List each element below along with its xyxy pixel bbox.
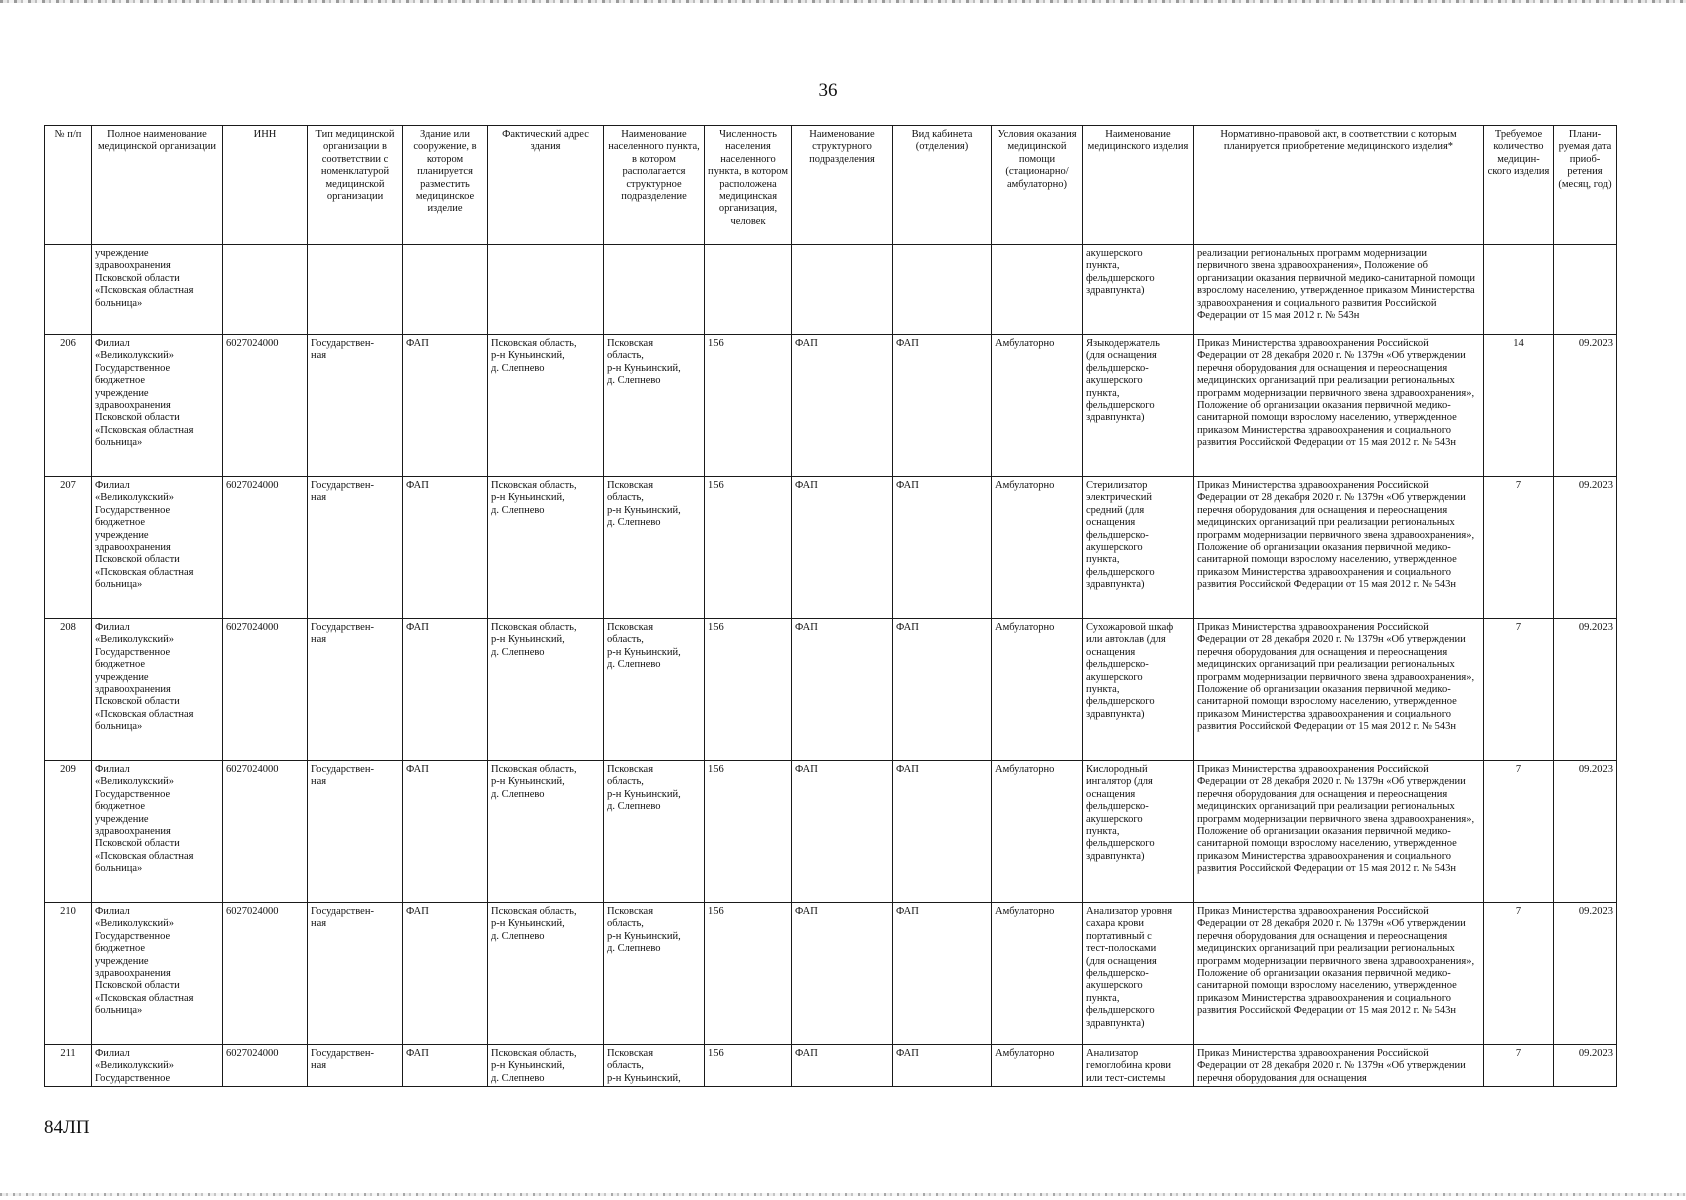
table-cell-inn: 6027024000 bbox=[223, 619, 308, 761]
header-cell: ИНН bbox=[223, 126, 308, 245]
table-cell-device: Сухожаровой шкаф или автоклав (для оснащения фельдшерско- акушерского пункта, фельдшерского здравпункта) bbox=[1083, 619, 1194, 761]
table-cell bbox=[488, 245, 604, 335]
table-cell-inn: 6027024000 bbox=[223, 1045, 308, 1087]
table-cell bbox=[403, 245, 488, 335]
table-cell-conditions: Амбулаторно bbox=[992, 1045, 1083, 1087]
table-cell bbox=[223, 245, 308, 335]
table-cell-org: учреждение здравоохранения Псковской области «Псковская областная больница» bbox=[92, 245, 223, 335]
table-cell-unit: ФАП bbox=[792, 761, 893, 903]
table-cell-unit: ФАП bbox=[792, 1045, 893, 1087]
table-cell-type: Государствен- ная bbox=[308, 619, 403, 761]
table-row bbox=[45, 619, 1617, 761]
header-cell: Нормативно-правовой акт, в соответствии с которым планируется приобретение медицинского изделия* bbox=[1194, 126, 1484, 245]
scan-edge-top bbox=[0, 0, 1686, 3]
table-cell-conditions: Амбулаторно bbox=[992, 477, 1083, 619]
table-cell-building: ФАП bbox=[403, 335, 488, 477]
table-cell-device: Языкодержатель (для оснащения фельдшерско- акушерского пункта, фельдшерского здравпункта) bbox=[1083, 335, 1194, 477]
table-cell-building: ФАП bbox=[403, 619, 488, 761]
header-cell: Плани-руемая дата приоб-ретения (месяц, год) bbox=[1554, 126, 1617, 245]
header-cell: Требуемое количество медицин-ского изделия bbox=[1484, 126, 1554, 245]
table-cell-building: ФАП bbox=[403, 477, 488, 619]
table-cell-date: 09.2023 bbox=[1554, 903, 1617, 1045]
scan-edge-bottom bbox=[0, 1193, 1686, 1196]
table-cell-settlement: Псковская область, р-н Куньинский, д. Слепнево bbox=[604, 761, 705, 903]
table-cell-building: ФАП bbox=[403, 903, 488, 1045]
table-cell-org: Филиал «Великолукский» Государственное bbox=[92, 1045, 223, 1087]
table-cell bbox=[1484, 245, 1554, 335]
table-cell bbox=[792, 245, 893, 335]
table-cell bbox=[308, 245, 403, 335]
table-cell-qty: 7 bbox=[1484, 619, 1554, 761]
table-cell-device: Анализатор уровня сахара крови портативный с тест-полосками (для оснащения фельдшерско- акушерского пункта, фельдшерского здравпункта) bbox=[1083, 903, 1194, 1045]
table-cell-device: Стерилизатор электрический средний (для оснащения фельдшерско- акушерского пункта, фельдшерского здравпункта) bbox=[1083, 477, 1194, 619]
table-row bbox=[45, 903, 1617, 1045]
table-cell-type: Государствен- ная bbox=[308, 335, 403, 477]
table-cell-population: 156 bbox=[705, 903, 792, 1045]
table-cell bbox=[45, 245, 92, 335]
header-cell: Наименование медицинского изделия bbox=[1083, 126, 1194, 245]
table-cell-act: Приказ Министерства здравоохранения Российской Федерации от 28 декабря 2020 г. № 1379н «Об утверждении перечня оборудования для оснащения и переоснащения медицинских организаций при реализации региональных программ модернизации первичного звена здравоохранения», Положение об организации оказания первичной медико-санитарной помощи взрослому населению, утвержденное приказом Министерства здравоохранения и социального развития Российской Федерации от 15 мая 2012 г. № 543н bbox=[1194, 619, 1484, 761]
table-cell-address: Псковская область, р-н Куньинский, д. Слепнево bbox=[488, 761, 604, 903]
table-cell bbox=[705, 245, 792, 335]
table-cell-qty: 7 bbox=[1484, 903, 1554, 1045]
header-cell: Наименование структурного подразделения bbox=[792, 126, 893, 245]
table-cell-conditions: Амбулаторно bbox=[992, 761, 1083, 903]
table-cell-qty: 14 bbox=[1484, 335, 1554, 477]
table-cell-act: Приказ Министерства здравоохранения Российской Федерации от 28 декабря 2020 г. № 1379н «Об утверждении перечня оборудования для оснащения и переоснащения медицинских организаций при реализации региональных программ модернизации первичного звена здравоохранения», Положение об организации оказания первичной медико-санитарной помощи взрослому населению, утвержденное приказом Министерства здравоохранения и социального развития Российской Федерации от 15 мая 2012 г. № 543н bbox=[1194, 477, 1484, 619]
table-cell-settlement: Псковская область, р-н Куньинский, д. Слепнево bbox=[604, 903, 705, 1045]
table-row-continuation bbox=[45, 245, 1617, 335]
table-cell-cabinet: ФАП bbox=[893, 761, 992, 903]
table-cell-type: Государствен- ная bbox=[308, 1045, 403, 1087]
table-cell bbox=[1554, 245, 1617, 335]
table-cell-num: 208 bbox=[45, 619, 92, 761]
table-cell-inn: 6027024000 bbox=[223, 761, 308, 903]
table-cell-qty: 7 bbox=[1484, 477, 1554, 619]
table-cell-act: реализации региональных программ модернизации первичного звена здравоохранения», Положение об организации оказания первичной медико-санитарной помощи взрослому населению, утвержденное приказом Министерства здравоохранения и социального развития Российской Федерации от 15 мая 2012 г. № 543н bbox=[1194, 245, 1484, 335]
table-cell-inn: 6027024000 bbox=[223, 477, 308, 619]
table-cell-cabinet: ФАП bbox=[893, 335, 992, 477]
table-cell bbox=[893, 245, 992, 335]
page-number: 36 bbox=[818, 80, 838, 101]
table-cell-address: Псковская область, р-н Куньинский, д. Слепнево bbox=[488, 903, 604, 1045]
table-cell-num: 211 bbox=[45, 1045, 92, 1087]
table-cell-date: 09.2023 bbox=[1554, 477, 1617, 619]
table-cell-org: Филиал «Великолукский» Государственное бюджетное учреждение здравоохранения Псковской области «Псковская областная больница» bbox=[92, 477, 223, 619]
header-cell: Здание или сооружение, в котором планируется разместить медицинское изделие bbox=[403, 126, 488, 245]
table-cell-device: Анализатор гемоглобина крови или тест-системы bbox=[1083, 1045, 1194, 1087]
table-cell-unit: ФАП bbox=[792, 619, 893, 761]
table-cell-date: 09.2023 bbox=[1554, 619, 1617, 761]
table-cell-conditions: Амбулаторно bbox=[992, 903, 1083, 1045]
footer-code: 84ЛП bbox=[44, 1117, 90, 1138]
table-cell-type: Государствен- ная bbox=[308, 903, 403, 1045]
table-cell-cabinet: ФАП bbox=[893, 619, 992, 761]
table-cell-inn: 6027024000 bbox=[223, 903, 308, 1045]
table-cell-act: Приказ Министерства здравоохранения Российской Федерации от 28 декабря 2020 г. № 1379н «Об утверждении перечня оборудования для оснащения bbox=[1194, 1045, 1484, 1087]
table-cell-settlement: Псковская область, р-н Куньинский, bbox=[604, 1045, 705, 1087]
table-cell-conditions: Амбулаторно bbox=[992, 335, 1083, 477]
header-cell: Наименование населенного пункта, в котором располагается структурное подразделение bbox=[604, 126, 705, 245]
table-cell-qty: 7 bbox=[1484, 1045, 1554, 1087]
table-cell-date: 09.2023 bbox=[1554, 761, 1617, 903]
table-cell-settlement: Псковская область, р-н Куньинский, д. Слепнево bbox=[604, 477, 705, 619]
table-cell-qty: 7 bbox=[1484, 761, 1554, 903]
header-cell: Полное наименование медицинской организации bbox=[92, 126, 223, 245]
header-cell: Вид кабинета (отделения) bbox=[893, 126, 992, 245]
table-cell-date: 09.2023 bbox=[1554, 1045, 1617, 1087]
table-cell-device: акушерского пункта, фельдшерского здравпункта) bbox=[1083, 245, 1194, 335]
table-cell-org: Филиал «Великолукский» Государственное бюджетное учреждение здравоохранения Псковской области «Псковская областная больница» bbox=[92, 761, 223, 903]
table-cell bbox=[604, 245, 705, 335]
table-row-partial bbox=[45, 1045, 1617, 1087]
table-cell-cabinet: ФАП bbox=[893, 477, 992, 619]
table-cell-num: 209 bbox=[45, 761, 92, 903]
header-cell: Условия оказания медицинской помощи (стационарно/ амбулаторно) bbox=[992, 126, 1083, 245]
table-row bbox=[45, 335, 1617, 477]
header-cell: Численность населения населенного пункта, в котором расположена медицинская организация, человек bbox=[705, 126, 792, 245]
table-cell-address: Псковская область, р-н Куньинский, д. Слепнево bbox=[488, 335, 604, 477]
table-cell-population: 156 bbox=[705, 761, 792, 903]
table-cell-unit: ФАП bbox=[792, 477, 893, 619]
table-cell-population: 156 bbox=[705, 619, 792, 761]
table-cell-inn: 6027024000 bbox=[223, 335, 308, 477]
header-cell: № п/п bbox=[45, 126, 92, 245]
table-cell-address: Псковская область, р-н Куньинский, д. Слепнево bbox=[488, 619, 604, 761]
table-cell-num: 206 bbox=[45, 335, 92, 477]
table-cell-building: ФАП bbox=[403, 1045, 488, 1087]
table-cell-act: Приказ Министерства здравоохранения Российской Федерации от 28 декабря 2020 г. № 1379н «Об утверждении перечня оборудования для оснащения и переоснащения медицинских организаций при реализации региональных программ модернизации первичного звена здравоохранения», Положение об организации оказания первичной медико-санитарной помощи взрослому населению, утвержденное приказом Министерства здравоохранения и социального развития Российской Федерации от 15 мая 2012 г. № 543н bbox=[1194, 335, 1484, 477]
table-cell bbox=[992, 245, 1083, 335]
medical-equipment-table bbox=[44, 125, 1617, 1087]
table-cell-settlement: Псковская область, р-н Куньинский, д. Слепнево bbox=[604, 335, 705, 477]
table-cell-population: 156 bbox=[705, 477, 792, 619]
table-cell-population: 156 bbox=[705, 1045, 792, 1087]
table-cell-conditions: Амбулаторно bbox=[992, 619, 1083, 761]
table-cell-cabinet: ФАП bbox=[893, 1045, 992, 1087]
table-cell-device: Кислородный ингалятор (для оснащения фельдшерско- акушерского пункта, фельдшерского здравпункта) bbox=[1083, 761, 1194, 903]
table-cell-type: Государствен- ная bbox=[308, 761, 403, 903]
table-cell-org: Филиал «Великолукский» Государственное бюджетное учреждение здравоохранения Псковской области «Псковская областная больница» bbox=[92, 335, 223, 477]
table-cell-building: ФАП bbox=[403, 761, 488, 903]
table-cell-act: Приказ Министерства здравоохранения Российской Федерации от 28 декабря 2020 г. № 1379н «Об утверждении перечня оборудования для оснащения и переоснащения медицинских организаций при реализации региональных программ модернизации первичного звена здравоохранения», Положение об организации оказания первичной медико-санитарной помощи взрослому населению, утвержденное приказом Министерства здравоохранения и социального развития Российской Федерации от 15 мая 2012 г. № 543н bbox=[1194, 903, 1484, 1045]
table-cell-org: Филиал «Великолукский» Государственное бюджетное учреждение здравоохранения Псковской области «Псковская областная больница» bbox=[92, 619, 223, 761]
table-cell-act: Приказ Министерства здравоохранения Российской Федерации от 28 декабря 2020 г. № 1379н «Об утверждении перечня оборудования для оснащения и переоснащения медицинских организаций при реализации региональных программ модернизации первичного звена здравоохранения», Положение об организации оказания первичной медико-санитарной помощи взрослому населению, утвержденное приказом Министерства здравоохранения и социального развития Российской Федерации от 15 мая 2012 г. № 543н bbox=[1194, 761, 1484, 903]
table-cell-address: Псковская область, р-н Куньинский, д. Слепнево bbox=[488, 477, 604, 619]
table-cell-cabinet: ФАП bbox=[893, 903, 992, 1045]
header-cell: Фактический адрес здания bbox=[488, 126, 604, 245]
table-cell-unit: ФАП bbox=[792, 903, 893, 1045]
table-cell-type: Государствен- ная bbox=[308, 477, 403, 619]
table-row bbox=[45, 477, 1617, 619]
table-cell-num: 207 bbox=[45, 477, 92, 619]
table-cell-date: 09.2023 bbox=[1554, 335, 1617, 477]
table-header-row bbox=[45, 126, 1617, 245]
header-cell: Тип медицинской организации в соответствии с номенклатурой медицинской организации bbox=[308, 126, 403, 245]
table-cell-num: 210 bbox=[45, 903, 92, 1045]
table-cell-settlement: Псковская область, р-н Куньинский, д. Слепнево bbox=[604, 619, 705, 761]
table-row bbox=[45, 761, 1617, 903]
table-cell-org: Филиал «Великолукский» Государственное бюджетное учреждение здравоохранения Псковской области «Псковская областная больница» bbox=[92, 903, 223, 1045]
table-cell-population: 156 bbox=[705, 335, 792, 477]
table-cell-address: Псковская область, р-н Куньинский, д. Слепнево bbox=[488, 1045, 604, 1087]
table-cell-unit: ФАП bbox=[792, 335, 893, 477]
